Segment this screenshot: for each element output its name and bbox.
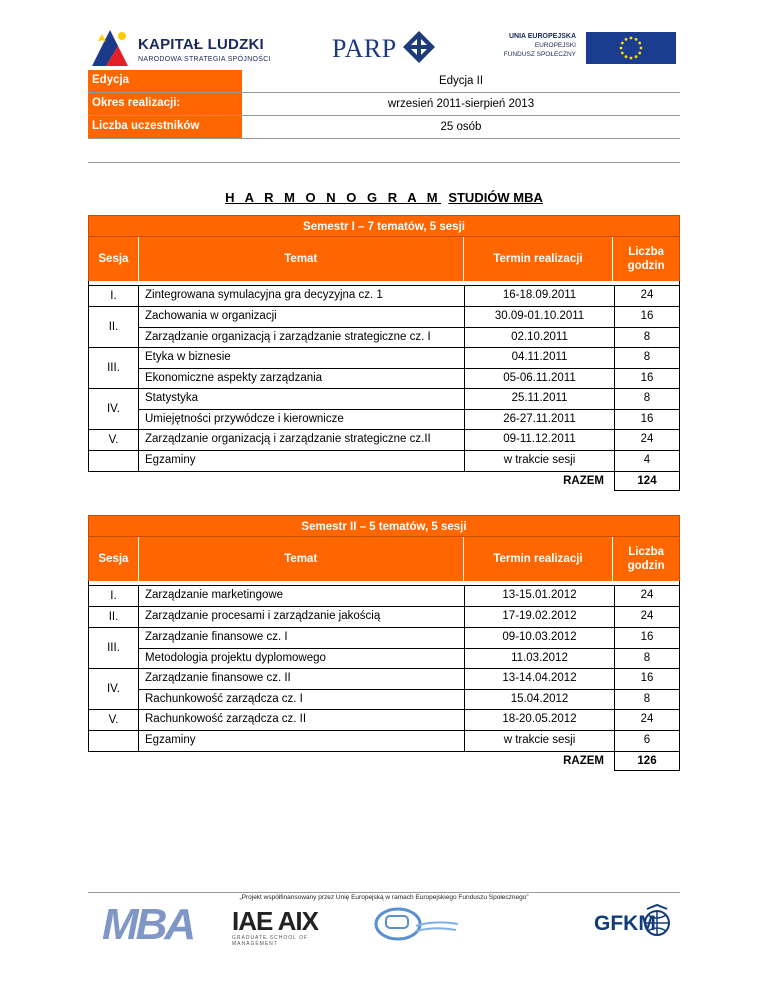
topic-cell: Zarządzanie organizacją i zarządzanie strategiczne cz.II (139, 430, 465, 450)
info-label: Liczba uczestników (88, 116, 242, 138)
table-row (139, 389, 679, 409)
ue-logo (456, 28, 676, 72)
total-value: 126 (614, 752, 680, 771)
table-row (139, 348, 679, 368)
date-cell: 25.11.2011 (465, 389, 615, 409)
title-harmonogram: H A R M O N O G R A M (225, 190, 442, 205)
topic-cell: Zarządzanie organizacją i zarządzanie strategiczne cz. I (139, 328, 465, 347)
column-headers (88, 537, 680, 581)
edition-info-table (88, 70, 680, 163)
mba-logo: MBA (102, 900, 194, 949)
session-label: I. (89, 286, 139, 306)
hours-cell: 16 (640, 631, 654, 643)
topic-cell: Zarządzanie procesami i zarządzanie jakością (139, 607, 465, 627)
train-logo-icon (372, 906, 462, 945)
session-label: II. (89, 607, 139, 627)
kapital-ludzki-emblem-icon (88, 26, 134, 70)
ue-line2: EUROPEJSKI (534, 42, 576, 49)
topic-cell: Metodologia projektu dyplomowego (139, 649, 465, 668)
eu-flag-icon (586, 32, 676, 64)
session-label (89, 451, 139, 471)
col-sesja: Sesja (89, 537, 139, 581)
col-termin: Termin realizacji (464, 237, 614, 281)
topic-cell: Statystyka (139, 389, 465, 409)
hours-cell: 16 (640, 672, 654, 684)
col-termin: Termin realizacji (464, 537, 614, 581)
topic-cell: Etyka w biznesie (139, 348, 465, 368)
session-group-exams (88, 450, 680, 471)
table-row (139, 451, 679, 471)
session-label (89, 731, 139, 751)
hours-cell: 24 (640, 433, 654, 445)
date-cell: 09-10.03.2012 (465, 628, 615, 648)
title-mba: STUDIÓW MBA (448, 190, 543, 205)
session-label: III. (89, 628, 139, 668)
topic-cell: Zarządzanie marketingowe (139, 586, 465, 606)
session-label: III. (89, 348, 139, 388)
session-group (88, 709, 680, 730)
semester-heading: Semestr I – 7 tematów, 5 sesji (88, 215, 680, 237)
topic-cell: Umiejętności przywódcze i kierownicze (139, 410, 465, 429)
header-logos (88, 20, 676, 72)
session-group (88, 627, 680, 668)
topic-cell: Zachowania w organizacji (139, 307, 465, 327)
topic-cell: Zarządzanie finansowe cz. I (139, 628, 465, 648)
hours-cell: 8 (643, 331, 651, 343)
date-cell: 17-19.02.2012 (465, 607, 615, 627)
session-group (88, 306, 680, 347)
session-group (88, 285, 680, 306)
footer-note: „Projekt współfinansowany przez Unię Europejską w ramach Europejskiego Funduszu Społecznego” (239, 894, 529, 901)
table-row (139, 710, 679, 730)
date-cell: 02.10.2011 (465, 328, 615, 347)
semester-rows (88, 585, 680, 771)
hours-cell: 8 (643, 652, 651, 664)
table-row (139, 307, 679, 327)
table-row (139, 628, 679, 648)
session-label: I. (89, 586, 139, 606)
table-row (139, 689, 679, 709)
ue-line1: UNIA EUROPEJSKA (508, 33, 576, 40)
date-cell: 05-06.11.2011 (465, 369, 615, 388)
table-row (139, 669, 679, 689)
date-cell: 13-14.04.2012 (465, 669, 615, 689)
hours-cell: 16 (640, 413, 654, 425)
column-headers (88, 237, 680, 281)
info-row-period (88, 93, 680, 116)
total-label: RAZEM (563, 755, 604, 767)
topic-cell: Rachunkowość zarządcza cz. II (139, 710, 465, 730)
gfkm-globe-icon (643, 903, 671, 944)
hours-cell: 8 (643, 693, 651, 705)
col-temat: Temat (139, 537, 464, 581)
hours-cell: 16 (640, 310, 654, 322)
gfkm-logo: GFKM (594, 912, 656, 935)
hours-cell: 16 (640, 372, 654, 384)
date-cell: 15.04.2012 (465, 690, 615, 709)
date-cell: w trakcie sesji (465, 731, 615, 751)
session-group (88, 668, 680, 709)
kapital-ludzki-subtitle: NARODOWA STRATEGIA SPÓJNOŚCI (138, 56, 271, 63)
hours-cell: 24 (640, 589, 654, 601)
semester-heading: Semestr II – 5 tematów, 5 sesji (88, 515, 680, 537)
topic-cell: Egzaminy (139, 451, 465, 471)
date-cell: 26-27.11.2011 (465, 410, 615, 429)
col-liczba: Liczba godzin (627, 546, 665, 572)
hours-cell: 24 (640, 289, 654, 301)
table-row (139, 430, 679, 450)
topic-cell: Zarządzanie finansowe cz. II (139, 669, 465, 689)
ue-text (504, 32, 576, 59)
page-title (0, 190, 768, 205)
session-label: V. (89, 710, 139, 730)
topic-cell: Egzaminy (139, 731, 465, 751)
iae-aix-subtitle: GRADUATE SCHOOL OF MANAGEMENT (232, 935, 309, 947)
date-cell: 04.11.2011 (465, 348, 615, 368)
session-group (88, 388, 680, 429)
info-row-blank (88, 139, 680, 163)
kapital-ludzki-title: KAPITAŁ LUDZKI (138, 36, 264, 53)
hours-cell: 24 (640, 610, 654, 622)
iae-aix-wordmark: IAE AIX (232, 906, 318, 936)
total-value: 124 (614, 472, 680, 491)
footer-divider (88, 892, 680, 893)
parp-logo (332, 28, 442, 68)
date-cell: 16-18.09.2011 (465, 286, 615, 306)
hours-cell: 24 (640, 713, 654, 725)
col-sesja: Sesja (89, 237, 139, 281)
semester-1-table (88, 215, 680, 491)
info-row-participants (88, 116, 680, 139)
topic-cell: Rachunkowość zarządcza cz. I (139, 690, 465, 709)
info-label: Edycja (88, 70, 242, 92)
hours-cell: 6 (643, 734, 651, 746)
info-value: Edycja II (438, 75, 484, 87)
topic-cell: Ekonomiczne aspekty zarządzania (139, 369, 465, 388)
parp-emblem-icon (402, 30, 436, 64)
info-row-edition (88, 70, 680, 93)
info-value: 25 osób (440, 121, 482, 133)
session-label: V. (89, 430, 139, 450)
parp-wordmark: PARP (332, 34, 397, 63)
date-cell: 18-20.05.2012 (465, 710, 615, 730)
total-row (88, 471, 680, 491)
hours-cell: 8 (643, 392, 651, 404)
session-group-exams (88, 730, 680, 751)
semester-rows (88, 285, 680, 491)
info-value: wrzesień 2011-sierpień 2013 (387, 98, 535, 110)
table-row (139, 327, 679, 347)
session-group (88, 585, 680, 606)
session-group (88, 429, 680, 450)
date-cell: w trakcie sesji (465, 451, 615, 471)
iae-aix-logo (232, 906, 344, 947)
col-liczba: Liczba godzin (627, 246, 665, 272)
topic-cell: Zintegrowana symulacyjna gra decyzyjna cz. 1 (139, 286, 465, 306)
total-label: RAZEM (563, 475, 604, 487)
table-row (139, 368, 679, 388)
table-row (139, 286, 679, 306)
session-group (88, 347, 680, 388)
col-temat: Temat (139, 237, 464, 281)
table-row (139, 409, 679, 429)
date-cell: 11.03.2012 (465, 649, 615, 668)
date-cell: 09-11.12.2011 (465, 430, 615, 450)
table-row (139, 607, 679, 627)
semester-2-table (88, 515, 680, 771)
table-row (139, 648, 679, 668)
total-row (88, 751, 680, 771)
hours-cell: 4 (643, 454, 651, 466)
session-label: IV. (89, 669, 139, 709)
kapital-ludzki-logo (88, 26, 271, 70)
table-row (139, 731, 679, 751)
ue-line3: FUNDUSZ SPOŁECZNY (503, 51, 576, 58)
date-cell: 30.09-01.10.2011 (465, 307, 615, 327)
session-label: II. (89, 307, 139, 347)
date-cell: 13-15.01.2012 (465, 586, 615, 606)
table-row (139, 586, 679, 606)
info-label: Okres realizacji: (88, 93, 242, 115)
session-group (88, 606, 680, 627)
hours-cell: 8 (643, 351, 651, 363)
session-label: IV. (89, 389, 139, 429)
